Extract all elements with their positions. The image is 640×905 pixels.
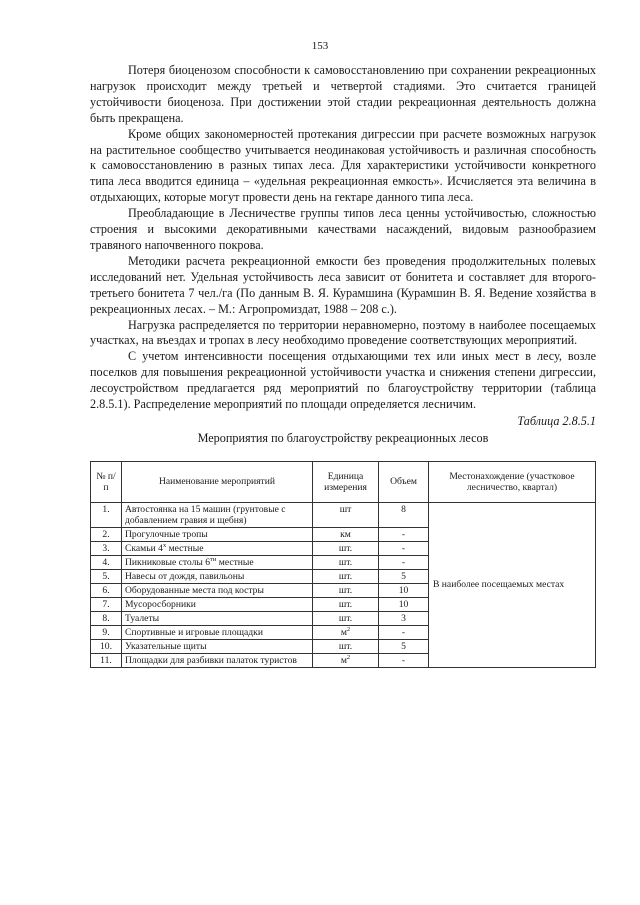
row-unit: шт. [313,555,379,569]
table-row [91,502,596,527]
row-num: 7. [91,597,122,611]
row-name: Оборудованные места под костры [122,583,313,597]
header-unit: Единица измерения [313,461,379,502]
row-unit-superscript: 2 [346,653,351,661]
row-name-superscript: ти [210,555,217,563]
events-table [90,461,596,668]
row-num: 11. [91,653,122,667]
paragraph: Потеря биоценозом способности к самовосстановлению при сохранении рекреационных нагрузок происходит между третьей и четвертой стадиями. Это считается границей устойчивости биоценоза. При достижении этой стадии рекреационная деятельность должна быть прекращена. [90,63,596,125]
table-header-row [91,461,596,502]
row-volume: - [379,555,429,569]
row-num: 4. [91,555,122,569]
row-volume: - [379,527,429,541]
row-num: 9. [91,625,122,639]
row-name: Прогулочные тропы [122,527,313,541]
row-num: 5. [91,569,122,583]
row-volume: 5 [379,639,429,653]
table-title: Мероприятия по благоустройству рекреационных лесов [197,430,489,445]
row-name: Спортивные и игровые площадки [122,625,313,639]
paragraph: Методики расчета рекреационной емкости без проведения продолжительных полевых исследований нет. Удельная устойчивость леса зависит от бонитета и составляет для второго-третьего бонитета 7 чел./га (По данным В. Я. Курамшина (Курамшин В. Я. Ведение хозяйства в рекреационных лесах. – М.: Агропромиздат, 1988 – 208 с.). [90,253,596,316]
row-num: 10. [91,639,122,653]
row-unit-text: м [340,626,347,638]
header-location: Местонахождение (участковое лесничество, квартал) [429,461,596,502]
row-name-text: Скамьи 4 [125,542,163,554]
header-volume: Объем [379,461,429,502]
row-unit: шт. [313,597,379,611]
row-volume: - [379,625,429,639]
row-name: Площадки для разбивки палаток туристов [122,653,313,667]
row-name-suffix: местные [166,542,204,554]
location-cell: В наиболее посещаемых местах [429,502,596,667]
row-name [122,555,313,569]
body-text [90,63,596,668]
row-name: Туалеты [122,611,313,625]
paragraph: Кроме общих закономерностей протекания дигрессии при расчете возможных нагрузок на растительное сообщество учитывается неодинаковая устойчивость и различная способность к самовосстановлению в разных типах леса. Для характеристики устойчивости конкретного типа леса вводится единица – «удельная рекреационная емкость». Исчисляется эта величина в отдыхающих, которые могут провести день на гектаре данного типа леса. [90,126,596,205]
header-num: № п/п [91,461,122,502]
row-unit: шт. [313,611,379,625]
row-volume: 5 [379,569,429,583]
row-name [122,541,313,555]
paragraph: С учетом интенсивности посещения отдыхающими тех или иных мест в лесу, возле поселков для повышения рекреационной устойчивости участка и снижения степени дигрессии, лесоустройством предлагается ряд мероприятий по благоустройству территории (таблица 2.8.5.1). Распределение мероприятий по площади определяется лесничим. [90,349,596,412]
row-unit-text: м [340,654,347,666]
row-name-suffix: местные [216,556,254,568]
row-unit: шт. [313,569,379,583]
row-unit: км [313,527,379,541]
row-volume: 10 [379,583,429,597]
row-unit: шт. [313,541,379,555]
header-name: Наименование мероприятий [122,461,313,502]
row-name-text: Пикниковые столы 6 [125,556,211,568]
row-unit: шт [313,502,379,527]
row-unit: шт. [313,583,379,597]
row-num: 8. [91,611,122,625]
row-name: Автостоянка на 15 машин (грунтовые с добавлением гравия и щебня) [122,502,313,527]
row-volume: 10 [379,597,429,611]
row-volume: 8 [379,502,429,527]
row-volume: - [379,541,429,555]
row-num: 6. [91,583,122,597]
paragraph: Преобладающие в Лесничестве группы типов леса ценны устойчивостью, сложностью строения и высокими декоративными качествами насаждений, видовым разнообразием травяного напочвенного покрова. [90,206,596,252]
row-volume: 3 [379,611,429,625]
row-unit-superscript: 2 [346,625,351,633]
paragraph: Нагрузка распределяется по территории неравномерно, поэтому в наиболее посещаемых участках, на въездах и тропах в лесу необходимо проведение соответствующих мероприятий. [90,317,596,348]
page-number: 153 [311,40,329,52]
row-unit [313,653,379,667]
row-name: Указательные щиты [122,639,313,653]
row-name: Мусоросборники [122,597,313,611]
row-name: Навесы от дождя, павильоны [122,569,313,583]
table-body [91,502,596,667]
row-num: 2. [91,527,122,541]
row-volume: - [379,653,429,667]
row-num: 3. [91,541,122,555]
row-name-superscript: х [162,541,167,549]
row-unit: шт. [313,639,379,653]
row-unit [313,625,379,639]
row-num: 1. [91,502,122,527]
table-label: Таблица 2.8.5.1 [517,413,596,428]
